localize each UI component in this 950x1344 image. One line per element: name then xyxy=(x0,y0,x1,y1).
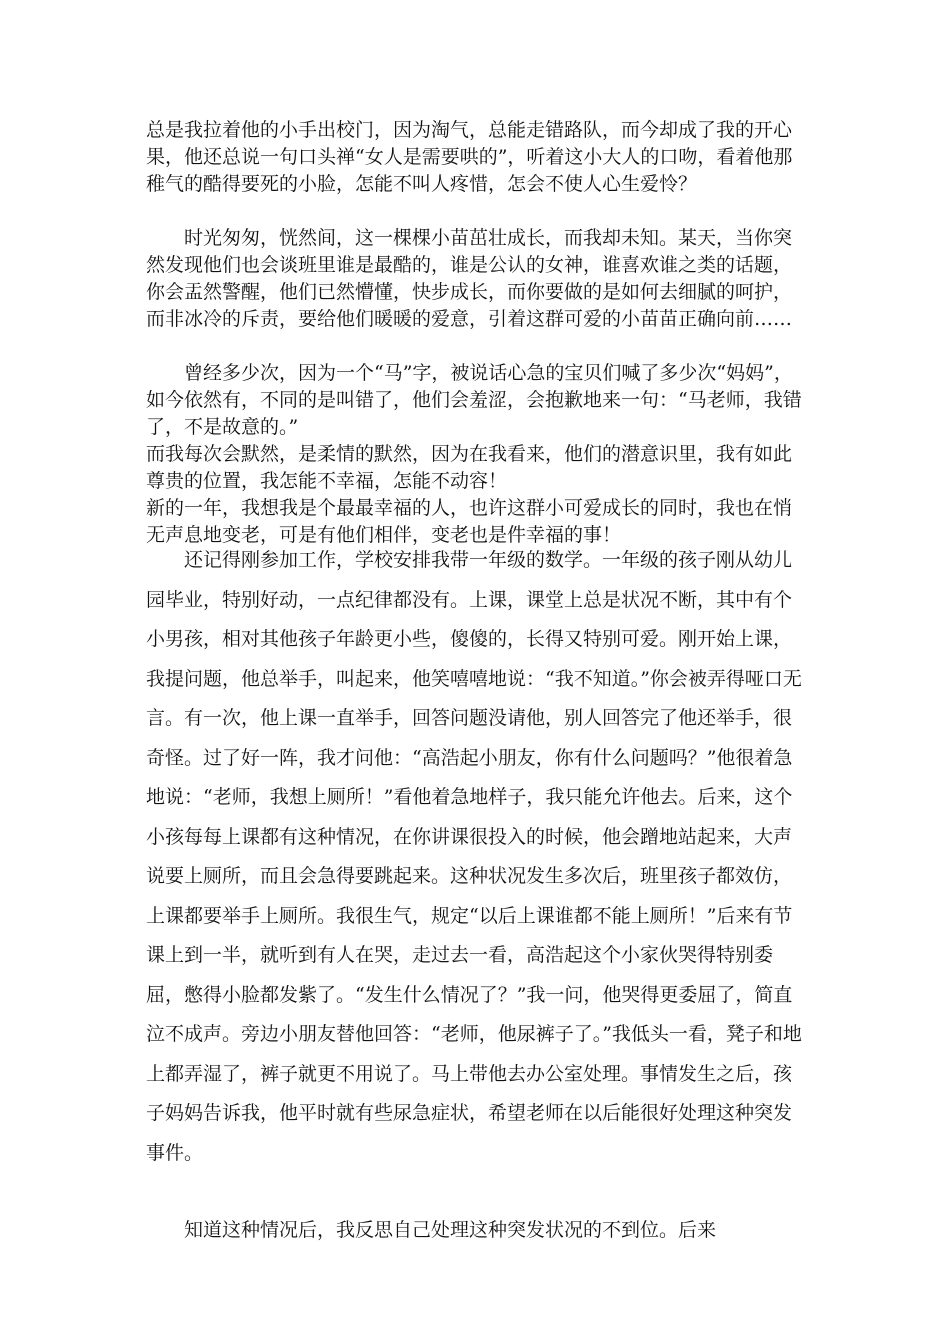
paragraph-1: 总是我拉着他的小手出校门，因为淘气，总能走错路队，而今却成了我的开心果，他还总说一句口头禅“女人是需要哄的”，听着这小大人的口吻，看着他那稚气的酷得要死的小脸，怎能不叫人疼惜，怎会不使人心生爱怜？ xyxy=(146,119,793,195)
paragraph-5: 新的一年，我想我是个最最幸福的人，也许这群小可爱成长的同时，我也在悄无声息地变老，可是有他们相伴，变老也是件幸福的事！ xyxy=(146,497,793,546)
paragraph-7: 知道这种情况后，我反思自己处理这种突发状况的不到位。后来 xyxy=(184,1219,717,1241)
paragraph-6: 还记得刚参加工作，学校安排我带一年级的数学。一年级的孩子刚从幼儿园毕业，特别好动，一点纪律都没有。上课，课堂上总是状况不断，其中有个小男孩，相对其他孩子年龄更小些，傻傻的，长得又特别可爱。刚开始上课，我提问题，他总举手，叫起来，他笑嘻嘻地说：“我不知道。”你会被弄得哑口无言。有一次，他上课一直举手，回答问题没请他，别人回答完了他还举手，很奇怪。过了好一阵，我才问他：“高浩起小朋友，你有什么问题吗？”他很着急地说：“老师，我想上厕所！”看他着急地样子，我只能允许他去。后来，这个小孩每每上课都有这种情况，在你讲课很投入的时候，他会蹭地站起来，大声说要上厕所，而且会急得要跳起来。这种状况发生多次后，班里孩子都效仿，上课都要举手上厕所。我很生气，规定“以后上课谁都不能上厕所！”后来有节课上到一半，就听到有人在哭，走过去一看，高浩起这个小家伙哭得特别委屈，憋得小脸都发紫了。“发生什么情况了？”我一问，他哭得更委屈了，简直泣不成声。旁边小朋友替他回答：“老师，他尿裤子了。”我低头一看，凳子和地上都弄湿了，裤子就更不用说了。马上带他去办公室处理。事情发生之后，孩子妈妈告诉我，他平时就有些尿急症状，希望老师在以后能很好处理这种突发事件。 xyxy=(146,549,802,1164)
paragraph-2: 时光匆匆，恍然间，这一棵棵小苗茁壮成长，而我却未知。某天，当你突然发现他们也会谈班里谁是最酷的，谁是公认的女神，谁喜欢谁之类的话题，你会盂然警醒，他们已然懵懂，快步成长，而你要做的是如何去细腻的呵护，而非冰冷的斥责，要给他们暖暖的爱意，引着这群可爱的小苗苗正确向前…… xyxy=(146,227,793,330)
paragraph-4: 而我每次会默然，是柔情的默然，因为在我看来，他们的潜意识里，我有如此尊贵的位置，我怎能不幸福，怎能不动容！ xyxy=(146,443,793,492)
paragraph-3: 曾经多少次，因为一个“马”字，被说话心急的宝贝们喊了多少次“妈妈”，如今依然有，不同的是叫错了，他们会羞涩，会抱歉地来一句：“马老师，我错了，不是故意的。” xyxy=(146,362,802,438)
